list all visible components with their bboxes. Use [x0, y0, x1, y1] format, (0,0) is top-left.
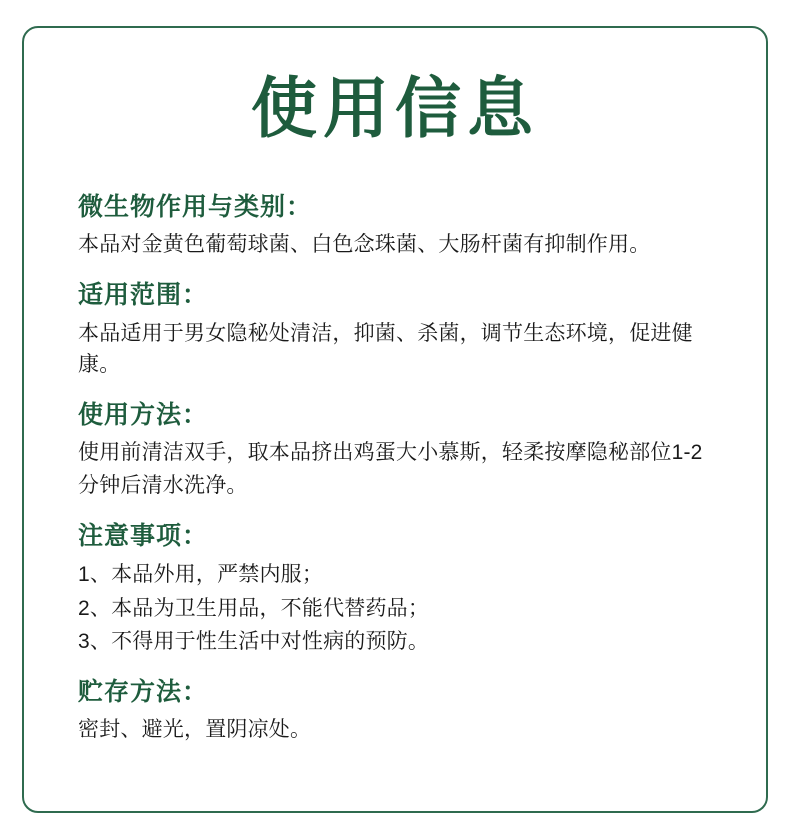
page-title: 使用信息	[251, 73, 539, 146]
section-body	[78, 318, 712, 381]
bordered-frame	[22, 26, 768, 813]
section-body	[78, 559, 712, 658]
section-heading: 贮存方法：	[78, 677, 209, 706]
section-body	[78, 437, 712, 502]
body-line: 本品对金黄色葡萄球菌、白色念珠菌、大肠杆菌有抑制作用。	[78, 233, 651, 257]
section-scope	[64, 279, 726, 381]
body-line: 3、不得用于性生活中对性病的预防。	[78, 630, 430, 654]
body-line: 密封、避光，置阴凉处。	[78, 718, 312, 742]
section-heading: 微生物作用与类别：	[78, 192, 313, 221]
section-storage	[64, 676, 726, 746]
body-line: 本品适用于男女隐秘处清洁，抑菌、杀菌，调节生态环境，促进健康。	[78, 321, 693, 377]
section-body	[78, 714, 712, 746]
body-line: 2、本品为卫生用品，不能代替药品；	[78, 596, 430, 620]
body-line: 1、本品外用，严禁内服；	[78, 563, 324, 587]
content-area	[24, 28, 766, 766]
section-microbial	[64, 191, 726, 261]
section-body	[78, 229, 712, 261]
section-heading: 注意事项：	[78, 522, 209, 551]
section-heading: 使用方法：	[78, 400, 209, 429]
section-usage	[64, 399, 726, 503]
body-line: 分钟后清水洗净。	[78, 473, 248, 497]
section-heading: 适用范围：	[78, 280, 209, 309]
section-precautions	[64, 520, 726, 657]
body-line: 使用前清洁双手，取本品挤出鸡蛋大小慕斯，轻柔按摩隐秘部位1-2	[78, 441, 703, 465]
